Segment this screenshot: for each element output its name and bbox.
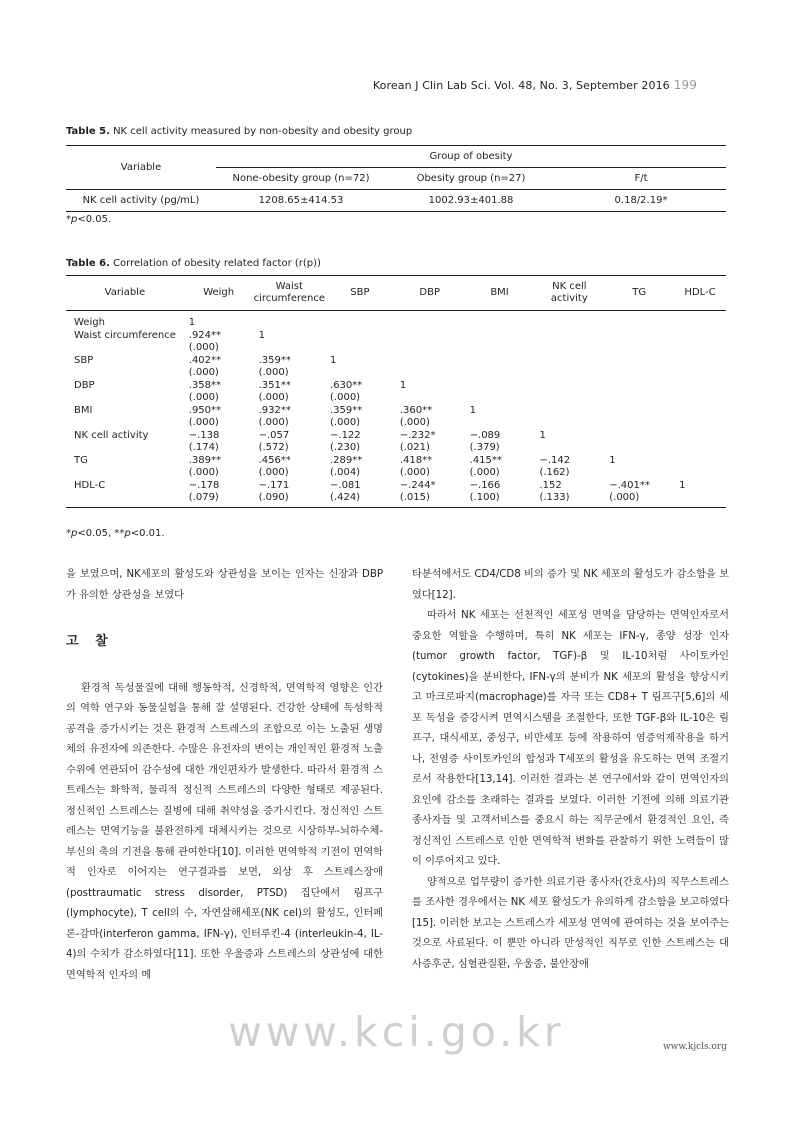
table6-cell [254,454,325,479]
table6-caption [66,258,321,269]
left-column [66,565,383,986]
right-paragraph: 양적으로 업무량이 증가한 의료기관 종사자(간호사)의 직무스트레스를 조사한 경우에서는 NK 세포 활성도가 유의하게 감소함을 보고하였다[15]. 이러한 보고는 스트레스가 세포성 면역에 관여하는 것을 보여주는 것으로 사료된다. 이 뿐만 아니라 만성적인 직무로 인한 스트레스는 대사증후군, 심혈관질환, 우울증, 불안장애 [412,876,729,970]
table6-cell [325,379,395,404]
correlation-value: 1 [609,455,616,466]
correlation-value: −.232* [399,430,436,441]
table6-cell [534,379,604,404]
table5 [66,145,726,212]
table5-caption [66,126,412,137]
table5-caption-text: NK cell activity measured by non-obesity and obesity group [109,126,413,137]
table6-cell [184,429,254,454]
table6-cell [465,429,535,454]
correlation-value: .456** [258,455,291,466]
table6-cell [674,354,726,379]
table6-footnote: *p<0.05, **p<0.01. [66,528,165,539]
p-value: (.572) [258,442,289,453]
table6-row-label: DBP [74,380,95,391]
correlation-value: .359** [258,355,291,366]
table6-cell [325,429,395,454]
table6-cell [465,354,535,379]
correlation-value: −.089 [469,430,501,441]
table6-cell [184,354,254,379]
p-value: (.000) [258,467,289,478]
table6-cell [604,404,674,429]
correlation-value: .360** [399,405,433,416]
table6-caption-text: Correlation of obesity related factor (r(p)) [109,258,321,269]
p-value: (.000) [258,417,289,428]
table6-cell [184,454,254,479]
table6-cell [395,379,465,404]
table-row [66,379,726,404]
left-paragraph: 을 보였으며, NK세포의 활성도와 상관성을 보이는 인자는 신장과 DBP가 유의한 상관성을 보였다 [66,569,383,601]
table6-cell [604,329,674,354]
right-column [412,565,729,975]
correlation-value: .389** [188,455,222,466]
table6-cell [254,429,325,454]
table-row [66,329,726,354]
p-value: (.000) [258,392,289,403]
running-head [373,78,697,92]
table6-col-header: Waist circumference [254,276,325,311]
table5-col-header: None-obesity group (n=72) [216,168,386,190]
correlation-value: .289** [330,455,363,466]
p-value: (.379) [469,442,500,453]
table6-cell [674,379,726,404]
table6-col-header: Weigh [184,276,254,311]
table5-group-header: Group of obesity [216,146,726,168]
table6-col-header: TG [604,276,674,311]
table6-row-label: Waist circumference [74,330,176,341]
p-value: (.000) [188,392,219,403]
correlation-value: −.142 [539,455,571,466]
table6-cell [465,311,535,330]
table6-cell [325,454,395,479]
table6-row-label: SBP [74,355,94,366]
correlation-value: −.171 [258,480,290,491]
table-row [66,429,726,454]
table6-cell [465,329,535,354]
table6-col-header: SBP [325,276,395,311]
p-value: (.000) [330,417,361,428]
correlation-value: .358** [188,380,222,391]
table6-cell [325,311,395,330]
table6-cell [254,329,325,354]
correlation-value: .924** [188,330,222,341]
correlation-value: .415** [469,455,502,466]
table6-cell [395,429,465,454]
correlation-value: −.178 [188,480,220,491]
right-paragraph: 따라서 NK 세포는 선천적인 세포성 면역을 담당하는 면역인자로서 중요한 역할을 수행하며, 특히 NK 세포는 IFN-γ, 종양 성장 인자(tumor growth factor, TGF)-β 및 IL-10처럼 사이토카인(cytokines)을 분비한다, IFN-γ의 분비가 NK 세포의 활성을 향상시키고 마크로파지(macrophage)를 자극 또는 CD8+ T 림프구[5,6]의 세포 독성을 증강시켜 면역시스템을 조절한다. 또한 TGF-β와 IL-10은 림프구, 대식세포, 중성구, 비만세포 등에 작용하여 염증억제작용을 하거나, 전염증 사이토카인의 합성과 T세포의 활성을 유도하는 면역 조절기로서 작용한다[13,14]. 이러한 결과는 본 연구에서와 같이 면역인자의 요인에 감소를 초래하는 결과를 보였다. 이러한 기전에 의해 의료기관 종사자들 및 고객서비스를 중요시 하는 직무군에서 환경적인 요인, 즉 정신적인 스트레스로 인한 면역학적 변화를 관찰하기 위한 노력들이 많이 이루어지고 있다. [412,610,729,867]
correlation-value: .932** [258,405,291,416]
table6-row-label: Weigh [74,317,105,328]
table6-row-label: NK cell activity [74,430,149,441]
table6-row-label: TG [74,455,88,466]
correlation-value: 1 [188,317,196,328]
table6-cell [465,479,535,508]
p-value: (.015) [399,492,430,503]
table6-cell [604,379,674,404]
p-value: (.100) [469,492,500,503]
correlation-value: .402** [188,355,222,366]
p-value: (.000) [399,417,430,428]
table-row [66,454,726,479]
table5-cell: 0.18/2.19* [556,190,726,212]
table6-cell [184,479,254,508]
table6 [66,275,726,508]
p-value: (.090) [258,492,289,503]
table6-label: Table 6. [66,258,110,269]
table-row [66,404,726,429]
journal-website: www.kjcls.org [662,1042,727,1052]
table6-cell [254,379,325,404]
p-value: (.000) [469,467,500,478]
p-value: (.133) [539,492,570,503]
p-value: (.004) [330,467,361,478]
table6-cell [674,479,726,508]
left-paragraph: 환경적 독성물질에 대해 행동학적, 신경학적, 면역학적 영향은 인간의 역학 연구와 동물실험을 통해 잘 설명된다. 건강한 상태에 독성학적 공격을 증가시키는 것은 환경적 스트레스의 조합으로 이는 노출된 생명체의 유전자에 의존한다. 수많은 유전자의 변이는 개인적인 환경적 노출 수위에 연관되어 감수성에 대한 개인편차가 발생한다. 따라서 환경적 스트레스는 화학적, 물리적 정신적 스트레스의 다양한 형태로 제공된다. 정신적인 스트레스는 질병에 대해 취약성을 증가시킨다. 정신적인 스트레스는 면역기능을 불완전하게 대체시키는 것으로 시상하부-뇌하수체-부신의 축의 기전을 통해 관여한다[10]. 이러한 면역학적 기전이 면역학적 인자로 이어지는 연구결과를 보면, 외상 후 스트레스장애(posttraumatic stress disorder, PTSD) 집단에서 림프구(lymphocyte), T cell의 수, 자연살해세포(NK cel)의 활성도, 인터페론-감마(interferon gamma, IFN-γ), 인터루킨-4 (interleukin-4, IL-4)의 수치가 감소하였다[11]. 또한 우울증과 스트레스의 상관성에 대한 면역학적 인자의 메 [66,682,383,981]
table6-cell [674,404,726,429]
table6-cell [184,329,254,354]
table5-cell: 1002.93±401.88 [386,190,556,212]
table6-col-header: NK cell activity [534,276,604,311]
p-value: (.000) [258,367,289,378]
correlation-value: .351** [258,380,291,391]
table6-col-header: HDL-C [674,276,726,311]
table5-col-header: Obesity group (n=27) [386,168,556,190]
table6-cell [395,454,465,479]
watermark: www.kci.go.kr [228,1008,565,1056]
table6-cell [674,429,726,454]
p-value: (.000) [609,492,640,503]
right-paragraph: 타분석에서도 CD4/CD8 비의 증가 및 NK 세포의 활성도가 감소함을 보였다[12]. [412,569,729,601]
correlation-value: 1 [469,405,477,416]
table6-cell [604,354,674,379]
table6-cell [674,454,726,479]
table6-cell [604,479,674,508]
correlation-value: −.122 [330,430,361,441]
table6-cell [674,311,726,330]
correlation-value: .418** [399,455,433,466]
table-row [66,479,726,508]
p-value: (.174) [188,442,219,453]
table6-cell [465,404,535,429]
table6-cell [534,454,604,479]
correlation-value: .152 [539,480,562,491]
table5-variable-header: Variable [66,146,216,190]
p-value: (.000) [188,417,219,428]
table6-cell [325,354,395,379]
table6-cell [604,311,674,330]
p-value: (.079) [188,492,219,503]
footnote-p: p [71,214,78,225]
table6-cell [534,311,604,330]
table5-cell: NK cell activity (pg/mL) [66,190,216,212]
correlation-value: .950** [188,405,222,416]
table6-cell [534,404,604,429]
p-value: (.000) [330,392,361,403]
footnote-threshold: <0.05. [77,214,112,225]
table6-cell [534,329,604,354]
p-value: (.424) [330,492,361,503]
correlation-value: −.081 [330,480,361,491]
table6-cell [184,311,254,330]
p-value: (.000) [399,467,430,478]
p-value: (.021) [399,442,430,453]
table6-cell [395,311,465,330]
correlation-value: 1 [330,355,337,366]
page-number: 199 [673,78,697,92]
table6-cell [604,429,674,454]
correlation-value: −.244* [399,480,436,491]
table6-cell [674,329,726,354]
correlation-value: −.166 [469,480,501,491]
correlation-value: 1 [258,330,265,341]
table6-cell [254,311,325,330]
p-value: (.000) [188,367,219,378]
correlation-value: .630** [330,380,363,391]
table6-cell [395,329,465,354]
table6-row-label: HDL-C [66,479,184,508]
correlation-value: −.138 [188,430,220,441]
table6-cell [325,404,395,429]
correlation-value: 1 [539,430,546,441]
section-heading: 고 찰 [66,634,114,649]
correlation-value: .359** [330,405,363,416]
table6-cell [184,379,254,404]
table6-cell [254,404,325,429]
table6-cell [184,404,254,429]
table6-cell [325,479,395,508]
table5-footnote: *p<0.05. [66,214,112,225]
table6-cell [395,404,465,429]
table6-cell [534,354,604,379]
table6-cell [534,429,604,454]
p-value: (.230) [330,442,361,453]
journal-citation: Korean J Clin Lab Sci. Vol. 48, No. 3, September 2016 [372,79,670,92]
table6-cell [604,454,674,479]
table6-cell [395,354,465,379]
table6-col-header: DBP [395,276,465,311]
table-row [66,311,726,330]
correlation-value: −.057 [258,430,290,441]
table6-row-label: BMI [74,405,93,416]
table5-label: Table 5. [66,126,110,137]
table6-cell [465,454,535,479]
table-row [66,354,726,379]
table5-col-header: F/t [556,168,726,190]
correlation-value: 1 [399,380,407,391]
table6-cell [254,354,325,379]
table6-cell [465,379,535,404]
table5-cell: 1208.65±414.53 [216,190,386,212]
correlation-value: 1 [679,480,686,491]
table6-cell [254,479,325,508]
table6-col-header: BMI [465,276,535,311]
table6-cell [534,479,604,508]
p-value: (.000) [188,467,219,478]
p-value: (.162) [539,467,570,478]
table6-cell [395,479,465,508]
table6-cell [325,329,395,354]
p-value: (.000) [188,342,219,353]
table6-col-header: Variable [66,276,184,311]
correlation-value: −.401** [609,480,650,491]
